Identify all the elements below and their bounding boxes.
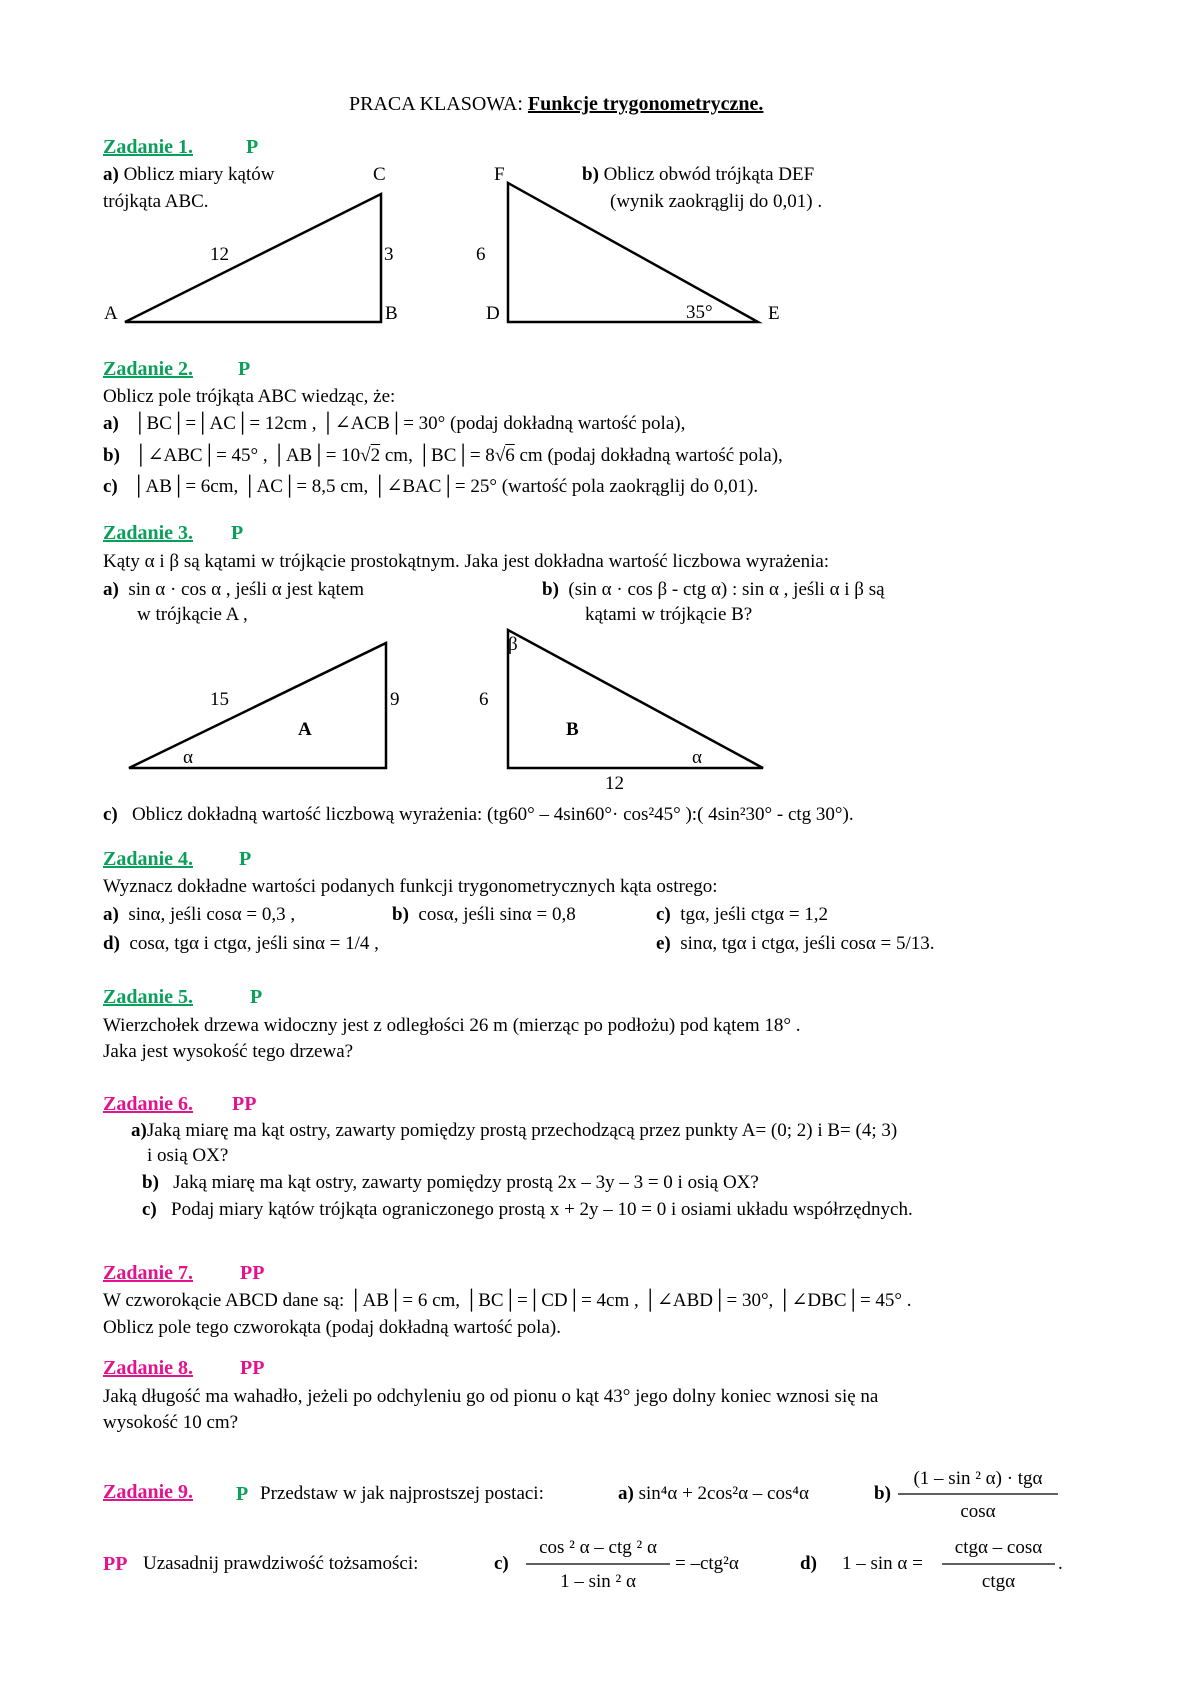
task4-level: P xyxy=(239,848,252,870)
task6-a: a)Jaką miarę ma kąt ostry, zawarty pomiędzy prostą przechodzącą przez punkty A= (0; 2) i B= (4; 3) xyxy=(131,1120,898,1141)
task5-heading: Zadanie 5. xyxy=(103,986,194,1008)
task1b-line1: b) Oblicz obwód trójkąta DEF xyxy=(582,164,815,185)
task9-pp-label: PP xyxy=(103,1553,128,1575)
task9-a: a) sin⁴α + 2cos²α – cos⁴α xyxy=(618,1483,809,1504)
task6-heading: Zadanie 6. xyxy=(103,1093,194,1115)
triangle-b xyxy=(508,630,763,768)
task7-line2: Oblicz pole tego czworokąta (podaj dokładną wartość pola). xyxy=(103,1317,561,1338)
task9-c-rhs: = –ctg²α xyxy=(675,1553,739,1574)
task8-line2: wysokość 10 cm? xyxy=(103,1412,239,1433)
task3-b: b) (sin α · cos β - ctg α) : sin α , jeśli α i β są xyxy=(542,579,885,600)
triA-angle: α xyxy=(183,747,193,768)
task6-level: PP xyxy=(232,1093,257,1115)
triA-name: A xyxy=(298,719,312,740)
task3-a: a) sin α · cos α , jeśli α jest kątem xyxy=(103,579,364,600)
tri1-label-c: C xyxy=(373,164,386,185)
task6-c: c) Podaj miary kątów trójkąta ograniczonego prostą x + 2y – 10 = 0 i osiami układu współrzędnych. xyxy=(142,1199,913,1220)
task2-level: P xyxy=(238,358,251,380)
triangle-def xyxy=(508,183,758,322)
task2-c: c) │AB│= 6cm, │AC│= 8,5 cm, │∠BAC│= 25° (wartość pola zaokrąglij do 0,01). xyxy=(103,476,759,497)
tri2-leg: 6 xyxy=(476,244,486,265)
task9-heading: Zadanie 9. xyxy=(103,1481,194,1503)
triA-hyp: 15 xyxy=(210,689,229,710)
task9-d-lhs: 1 – sin α = xyxy=(842,1553,923,1574)
task9-b-numerator: (1 – sin ² α) · tgα xyxy=(913,1468,1043,1489)
task7-heading: Zadanie 7. xyxy=(103,1262,194,1284)
task2-b: b) │∠ABC│= 45° , │AB│= 10√2 cm, │BC│= 8√6 cm (podaj dokładną wartość pola), xyxy=(103,445,783,466)
task8-level: PP xyxy=(240,1357,265,1379)
tri1-label-b: B xyxy=(385,303,398,324)
task8-heading: Zadanie 8. xyxy=(103,1357,194,1379)
triB-angle-beta: β xyxy=(508,634,518,655)
task9-d-numerator: ctgα – cosα xyxy=(954,1537,1043,1558)
task9-d-label: d) xyxy=(800,1553,817,1574)
task6-a-line2: i osią OX? xyxy=(147,1145,229,1166)
title-prefix: PRACA KLASOWA: xyxy=(349,93,523,115)
tri1-label-a: A xyxy=(104,303,118,324)
task9-pp-text: Uzasadnij prawdziwość tożsamości: xyxy=(143,1553,419,1574)
task4-intro: Wyznacz dokładne wartości podanych funkcji trygonometrycznych kąta ostrego: xyxy=(103,876,718,897)
task1-level: P xyxy=(246,136,259,158)
task3-heading: Zadanie 3. xyxy=(103,522,194,544)
task9-b-denominator: cosα xyxy=(960,1501,996,1522)
tri2-angle: 35° xyxy=(686,302,713,323)
tri2-label-d: D xyxy=(486,303,500,324)
task9-c-numerator: cos ² α – ctg ² α xyxy=(539,1537,657,1558)
triA-leg: 9 xyxy=(390,689,400,710)
task4-d: d) cosα, tgα i ctgα, jeśli sinα = 1/4 , xyxy=(103,933,379,954)
task9-d-end: . xyxy=(1058,1553,1063,1574)
task1b-line2: (wynik zaokrąglij do 0,01) . xyxy=(610,191,823,212)
task4-a: a) sinα, jeśli cosα = 0,3 , xyxy=(103,904,296,925)
task7-line1: W czworokącie ABCD dane są: │AB│= 6 cm, │BC│=│CD│= 4cm , │∠ABD│= 30°, │∠DBC│= 45° . xyxy=(103,1290,912,1311)
task9-level: P xyxy=(236,1483,249,1505)
task9-d-denominator: ctgα xyxy=(981,1571,1016,1592)
task3-a-line2: w trójkącie A , xyxy=(137,604,248,625)
task6-b: b) Jaką miarę ma kąt ostry, zawarty pomiędzy prostą 2x – 3y – 3 = 0 i osią OX? xyxy=(142,1172,759,1193)
task1-heading: Zadanie 1. xyxy=(103,136,194,158)
tri2-label-e: E xyxy=(768,303,780,324)
task3-c: c) Oblicz dokładną wartość liczbową wyrażenia: (tg60° – 4sin60°· cos²45° ):( 4sin²30° - ctg 30°). xyxy=(103,804,854,825)
triB-leg: 6 xyxy=(479,689,489,710)
task5-line2: Jaka jest wysokość tego drzewa? xyxy=(103,1041,354,1062)
task4-c: c) tgα, jeśli ctgα = 1,2 xyxy=(656,904,829,925)
title-subject: Funkcje trygonometryczne. xyxy=(527,93,764,115)
triB-name: B xyxy=(566,719,579,740)
task8-line1: Jaką długość ma wahadło, jeżeli po odchyleniu go od pionu o kąt 43° jego dolny koniec wznosi się na xyxy=(103,1386,879,1407)
triB-base: 12 xyxy=(605,773,624,794)
task9-c-label: c) xyxy=(494,1553,509,1574)
task9-b-label: b) xyxy=(874,1483,891,1504)
triB-angle-alpha: α xyxy=(692,747,702,768)
tri2-label-f: F xyxy=(494,164,505,185)
task4-b: b) cosα, jeśli sinα = 0,8 xyxy=(392,904,576,925)
tri1-hyp: 12 xyxy=(210,244,229,265)
task3-intro: Kąty α i β są kątami w trójkącie prostokątnym. Jaka jest dokładna wartość liczbowa wyrażenia: xyxy=(103,551,830,572)
task2-heading: Zadanie 2. xyxy=(103,358,194,380)
task9-intro: Przedstaw w jak najprostszej postaci: xyxy=(260,1483,544,1504)
task4-heading: Zadanie 4. xyxy=(103,848,194,870)
task5-line1: Wierzchołek drzewa widoczny jest z odległości 26 m (mierząc po podłożu) pod kątem 18° . xyxy=(103,1015,801,1036)
task1a-line2: trójkąta ABC. xyxy=(103,191,209,212)
task1a-line1: a) Oblicz miary kątów xyxy=(103,164,275,185)
task2-intro: Oblicz pole trójkąta ABC wiedząc, że: xyxy=(103,386,396,407)
task2-a: a) │BC│=│AC│= 12cm , │∠ACB│= 30° (podaj dokładną wartość pola), xyxy=(103,413,686,434)
task5-level: P xyxy=(250,986,263,1008)
task7-level: PP xyxy=(240,1262,265,1284)
triangle-abc xyxy=(125,194,381,322)
task3-b-line2: kątami w trójkącie B? xyxy=(585,604,753,625)
task9-c-denominator: 1 – sin ² α xyxy=(560,1571,636,1592)
triangle-a xyxy=(129,643,386,768)
task3-level: P xyxy=(231,522,244,544)
tri1-leg: 3 xyxy=(384,244,394,265)
task4-e: e) sinα, tgα i ctgα, jeśli cosα = 5/13. xyxy=(656,933,935,954)
